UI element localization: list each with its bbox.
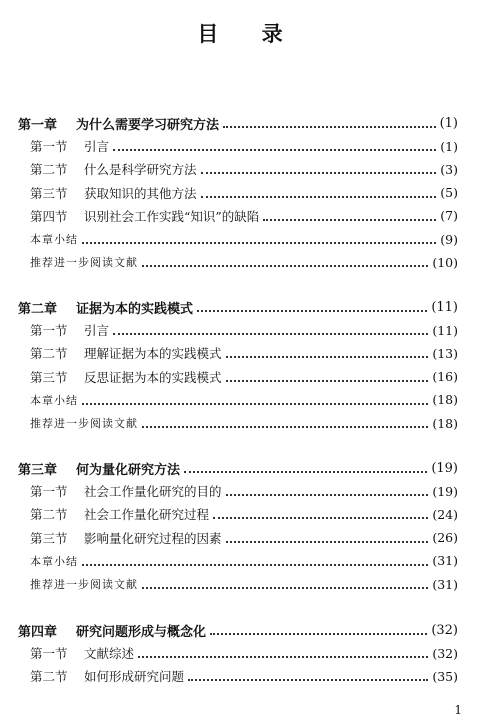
section-number: 第二节 — [30, 669, 68, 685]
dot-leader — [223, 112, 436, 128]
chapter-page: (19) — [431, 460, 458, 476]
section-number: 第一节 — [30, 139, 68, 155]
toc-entry[interactable] — [30, 413, 458, 433]
section-title: 文献综述 — [84, 646, 135, 662]
section-page: (10) — [432, 254, 458, 270]
toc-entry[interactable] — [30, 343, 458, 363]
dot-leader — [201, 158, 437, 174]
section-number: 第二节 — [30, 162, 68, 178]
section-page: (26) — [432, 530, 458, 546]
section-page: (24) — [432, 506, 458, 522]
section-number: 第一节 — [30, 646, 68, 662]
chapter-title: 证据为本的实践模式 — [76, 301, 194, 317]
section-number: 第四节 — [30, 208, 68, 224]
toc-entry[interactable] — [30, 643, 458, 663]
toc-entry[interactable] — [30, 183, 458, 203]
toc-entry[interactable] — [30, 574, 458, 594]
section-page: (18) — [432, 415, 458, 431]
section-number: 第一节 — [30, 323, 68, 339]
chapter-title: 研究问题形成与概念化 — [76, 624, 207, 640]
section-title: 如何形成研究问题 — [84, 669, 185, 685]
section-page: (19) — [432, 483, 458, 499]
chapter-number: 第二章 — [18, 301, 58, 317]
chapter-number: 第一章 — [18, 117, 58, 133]
dot-leader — [82, 550, 428, 566]
section-page: (9) — [440, 231, 458, 247]
section-title: 推荐进一步阅读文献 — [30, 417, 138, 430]
section-page: (13) — [432, 345, 458, 361]
dot-leader — [210, 619, 427, 635]
chapter-number: 第三章 — [18, 462, 58, 478]
chapter-page: (11) — [431, 299, 458, 315]
toc-entry[interactable] — [30, 252, 458, 272]
toc-entry[interactable] — [30, 206, 458, 226]
page-number: 1 — [454, 703, 462, 717]
section-page: (5) — [440, 185, 458, 201]
chapter-page: (32) — [431, 622, 458, 638]
toc-entry[interactable] — [30, 528, 458, 548]
section-page: (3) — [440, 161, 458, 177]
section-title: 理解证据为本的实践模式 — [84, 346, 222, 362]
toc-entry[interactable] — [30, 159, 458, 179]
dot-leader — [82, 389, 428, 405]
toc-entry[interactable] — [30, 390, 458, 410]
section-page: (32) — [432, 645, 458, 661]
chapter-title: 为什么需要学习研究方法 — [76, 117, 220, 133]
chapter-page: (1) — [439, 115, 458, 131]
section-page: (16) — [432, 369, 458, 385]
section-page: (18) — [432, 392, 458, 408]
toc-entry[interactable] — [30, 551, 458, 571]
dot-leader — [113, 319, 428, 335]
section-title: 社会工作量化研究的目的 — [84, 484, 222, 500]
chapter-heading[interactable] — [18, 113, 458, 133]
dot-leader — [197, 296, 427, 312]
chapter-title: 何为量化研究方法 — [76, 462, 181, 478]
chapter-heading[interactable] — [18, 297, 458, 317]
dot-leader — [142, 412, 428, 428]
toc-entry[interactable] — [30, 481, 458, 501]
toc-entry[interactable] — [30, 320, 458, 340]
section-page: (7) — [440, 208, 458, 224]
dot-leader — [142, 573, 428, 589]
page-title: 目 录 — [197, 21, 301, 46]
section-number: 第三节 — [30, 369, 68, 385]
toc-entry[interactable] — [30, 136, 458, 156]
dot-leader — [138, 642, 428, 658]
dot-leader — [142, 251, 428, 267]
section-title: 什么是科学研究方法 — [84, 162, 197, 178]
section-title: 本章小结 — [30, 554, 78, 568]
section-title: 推荐进一步阅读文献 — [30, 578, 138, 591]
section-title: 本章小结 — [30, 233, 78, 246]
dot-leader — [82, 228, 436, 244]
section-number: 第三节 — [30, 185, 68, 201]
section-title: 社会工作量化研究过程 — [84, 507, 210, 523]
chapter-heading[interactable] — [18, 620, 458, 640]
section-title: 影响量化研究过程的因素 — [84, 530, 222, 546]
section-title: 引言 — [84, 323, 110, 339]
section-number: 第一节 — [30, 484, 68, 500]
section-title: 识别社会工作实践“知识”的缺陷 — [84, 208, 260, 224]
dot-leader — [226, 480, 429, 496]
section-title: 引言 — [84, 139, 110, 155]
section-page: (35) — [432, 668, 458, 684]
toc-entry[interactable] — [30, 229, 458, 249]
toc-entry[interactable] — [30, 367, 458, 387]
section-page: (31) — [432, 553, 458, 569]
dot-leader — [226, 527, 429, 543]
toc-entry[interactable] — [30, 666, 458, 686]
dot-leader — [226, 366, 429, 382]
chapter-heading[interactable] — [18, 458, 458, 478]
dot-leader — [184, 457, 427, 473]
dot-leader — [213, 503, 428, 519]
section-number: 第二节 — [30, 507, 68, 523]
section-title: 本章小结 — [30, 393, 78, 407]
section-page: (11) — [432, 322, 458, 338]
section-title: 反思证据为本的实践模式 — [84, 369, 222, 385]
dot-leader — [188, 665, 428, 681]
section-number: 第二节 — [30, 346, 68, 362]
chapter-number: 第四章 — [18, 624, 58, 640]
section-page: (1) — [440, 138, 458, 154]
section-page: (31) — [432, 576, 458, 592]
section-title: 推荐进一步阅读文献 — [30, 256, 138, 270]
dot-leader — [113, 135, 436, 151]
toc-entry[interactable] — [30, 504, 458, 524]
section-number: 第三节 — [30, 530, 68, 546]
dot-leader — [263, 205, 436, 221]
dot-leader — [201, 182, 437, 198]
dot-leader — [226, 342, 429, 358]
section-title: 获取知识的其他方法 — [84, 185, 197, 201]
